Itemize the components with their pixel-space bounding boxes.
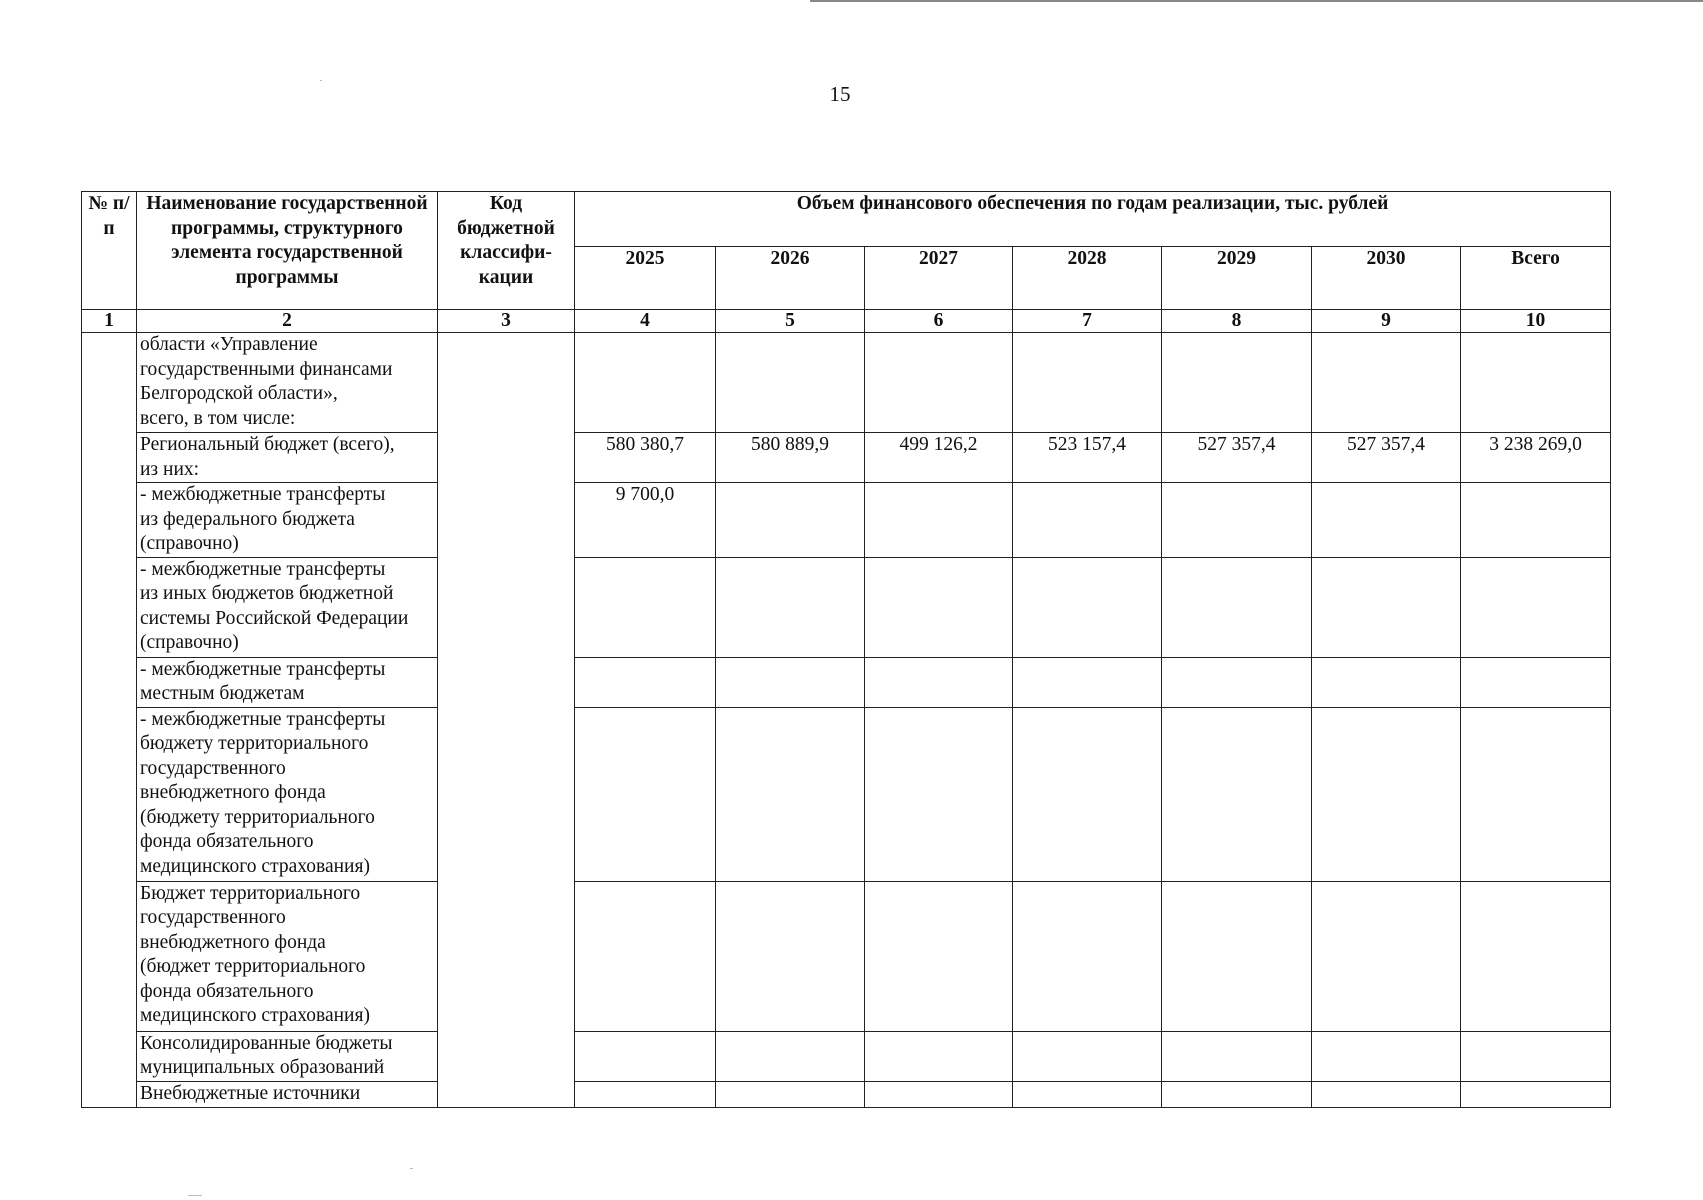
column-number: 5	[716, 310, 865, 333]
value-cell	[1162, 881, 1312, 1031]
header-budget-code: Код бюджетной классифи-кации	[438, 192, 575, 310]
row-label: области «Управление государственными финансами Белгородской области», всего, в том числе:	[137, 333, 438, 433]
page-number: 15	[829, 82, 851, 106]
value-cell	[1461, 557, 1611, 657]
row-label: Внебюджетные источники	[137, 1081, 438, 1107]
budget-code-cell	[438, 333, 575, 1108]
header-year: 2029	[1162, 247, 1312, 310]
value-cell	[716, 881, 865, 1031]
scan-top-rule	[810, 0, 1703, 2]
value-cell	[865, 707, 1013, 881]
value-cell	[1162, 483, 1312, 558]
value-cell	[865, 1031, 1013, 1081]
value-cell	[865, 1081, 1013, 1107]
row-label: Бюджет территориального государственного внебюджетного фонда (бюджет территориального фонда обязательного медицинского страхования)	[137, 881, 438, 1031]
column-number: 2	[137, 310, 438, 333]
scan-artifact	[188, 1195, 202, 1196]
financing-table	[81, 191, 1611, 1108]
value-cell: 580 380,7	[575, 433, 716, 483]
value-cell: 523 157,4	[1013, 433, 1162, 483]
value-cell	[575, 557, 716, 657]
value-cell	[1162, 1081, 1312, 1107]
value-cell	[1013, 881, 1162, 1031]
value-cell: 499 126,2	[865, 433, 1013, 483]
value-cell	[865, 881, 1013, 1031]
value-cell	[716, 1031, 865, 1081]
value-cell: 9 700,0	[575, 483, 716, 558]
value-cell: 3 238 269,0	[1461, 433, 1611, 483]
value-cell: 580 889,9	[716, 433, 865, 483]
value-cell	[1162, 557, 1312, 657]
value-cell	[716, 657, 865, 707]
table-row	[82, 1081, 1611, 1107]
value-cell	[1013, 1031, 1162, 1081]
header-row	[82, 192, 1611, 247]
header-funding-volume: Объем финансового обеспечения по годам реализации, тыс. рублей	[575, 192, 1611, 247]
value-cell	[575, 1081, 716, 1107]
value-cell	[1013, 333, 1162, 433]
value-cell	[575, 657, 716, 707]
table-row	[82, 881, 1611, 1031]
row-label: Региональный бюджет (всего), из них:	[137, 433, 438, 483]
row-label: - межбюджетные трансферты из федерального бюджета (справочно)	[137, 483, 438, 558]
column-number: 7	[1013, 310, 1162, 333]
table-row	[82, 433, 1611, 483]
column-number: 3	[438, 310, 575, 333]
value-cell	[1312, 707, 1461, 881]
value-cell	[1162, 657, 1312, 707]
column-number: 9	[1312, 310, 1461, 333]
value-cell	[1312, 1031, 1461, 1081]
column-number: 8	[1162, 310, 1312, 333]
column-numbers-row	[82, 310, 1611, 333]
value-cell	[575, 1031, 716, 1081]
column-number: 4	[575, 310, 716, 333]
row-label: - межбюджетные трансферты из иных бюджетов бюджетной системы Российской Федерации (справочно)	[137, 557, 438, 657]
header-year: 2026	[716, 247, 865, 310]
value-cell	[1162, 1031, 1312, 1081]
row-number-cell	[82, 333, 137, 1108]
value-cell	[1013, 483, 1162, 558]
value-cell	[1312, 881, 1461, 1031]
value-cell	[865, 483, 1013, 558]
value-cell	[1461, 483, 1611, 558]
value-cell	[1013, 557, 1162, 657]
value-cell	[1312, 333, 1461, 433]
value-cell	[575, 881, 716, 1031]
table-row	[82, 657, 1611, 707]
value-cell	[716, 707, 865, 881]
column-number: 10	[1461, 310, 1611, 333]
value-cell	[575, 707, 716, 881]
scan-artifact	[320, 80, 322, 81]
column-number: 6	[865, 310, 1013, 333]
value-cell	[1013, 1081, 1162, 1107]
value-cell	[1013, 707, 1162, 881]
header-total: Всего	[1461, 247, 1611, 310]
value-cell	[1312, 483, 1461, 558]
header-row-number: № п/п	[82, 192, 137, 310]
value-cell	[1461, 881, 1611, 1031]
value-cell	[1461, 1081, 1611, 1107]
value-cell: 527 357,4	[1162, 433, 1312, 483]
value-cell: 527 357,4	[1312, 433, 1461, 483]
row-label: Консолидированные бюджеты муниципальных образований	[137, 1031, 438, 1081]
value-cell	[575, 333, 716, 433]
table-row	[82, 1031, 1611, 1081]
column-number: 1	[82, 310, 137, 333]
table-row	[82, 483, 1611, 558]
value-cell	[1312, 1081, 1461, 1107]
value-cell	[1162, 707, 1312, 881]
value-cell	[1461, 657, 1611, 707]
table-row	[82, 707, 1611, 881]
header-year: 2027	[865, 247, 1013, 310]
value-cell	[716, 1081, 865, 1107]
row-label: - межбюджетные трансферты местным бюджетам	[137, 657, 438, 707]
table-row	[82, 557, 1611, 657]
value-cell	[1013, 657, 1162, 707]
table-row	[82, 333, 1611, 433]
value-cell	[1162, 333, 1312, 433]
value-cell	[865, 333, 1013, 433]
value-cell	[1312, 657, 1461, 707]
header-year: 2030	[1312, 247, 1461, 310]
header-year: 2028	[1013, 247, 1162, 310]
value-cell	[865, 657, 1013, 707]
value-cell	[716, 483, 865, 558]
scan-artifact	[410, 1168, 413, 1169]
header-year: 2025	[575, 247, 716, 310]
value-cell	[1461, 333, 1611, 433]
value-cell	[865, 557, 1013, 657]
value-cell	[1461, 1031, 1611, 1081]
value-cell	[1461, 707, 1611, 881]
value-cell	[1312, 557, 1461, 657]
header-program-name: Наименование государственной программы, структурного элемента государственной программы	[137, 192, 438, 310]
value-cell	[716, 333, 865, 433]
row-label: - межбюджетные трансферты бюджету территориального государственного внебюджетного фонда (бюджету территориального фонда обязательного медицинского страхования)	[137, 707, 438, 881]
value-cell	[716, 557, 865, 657]
